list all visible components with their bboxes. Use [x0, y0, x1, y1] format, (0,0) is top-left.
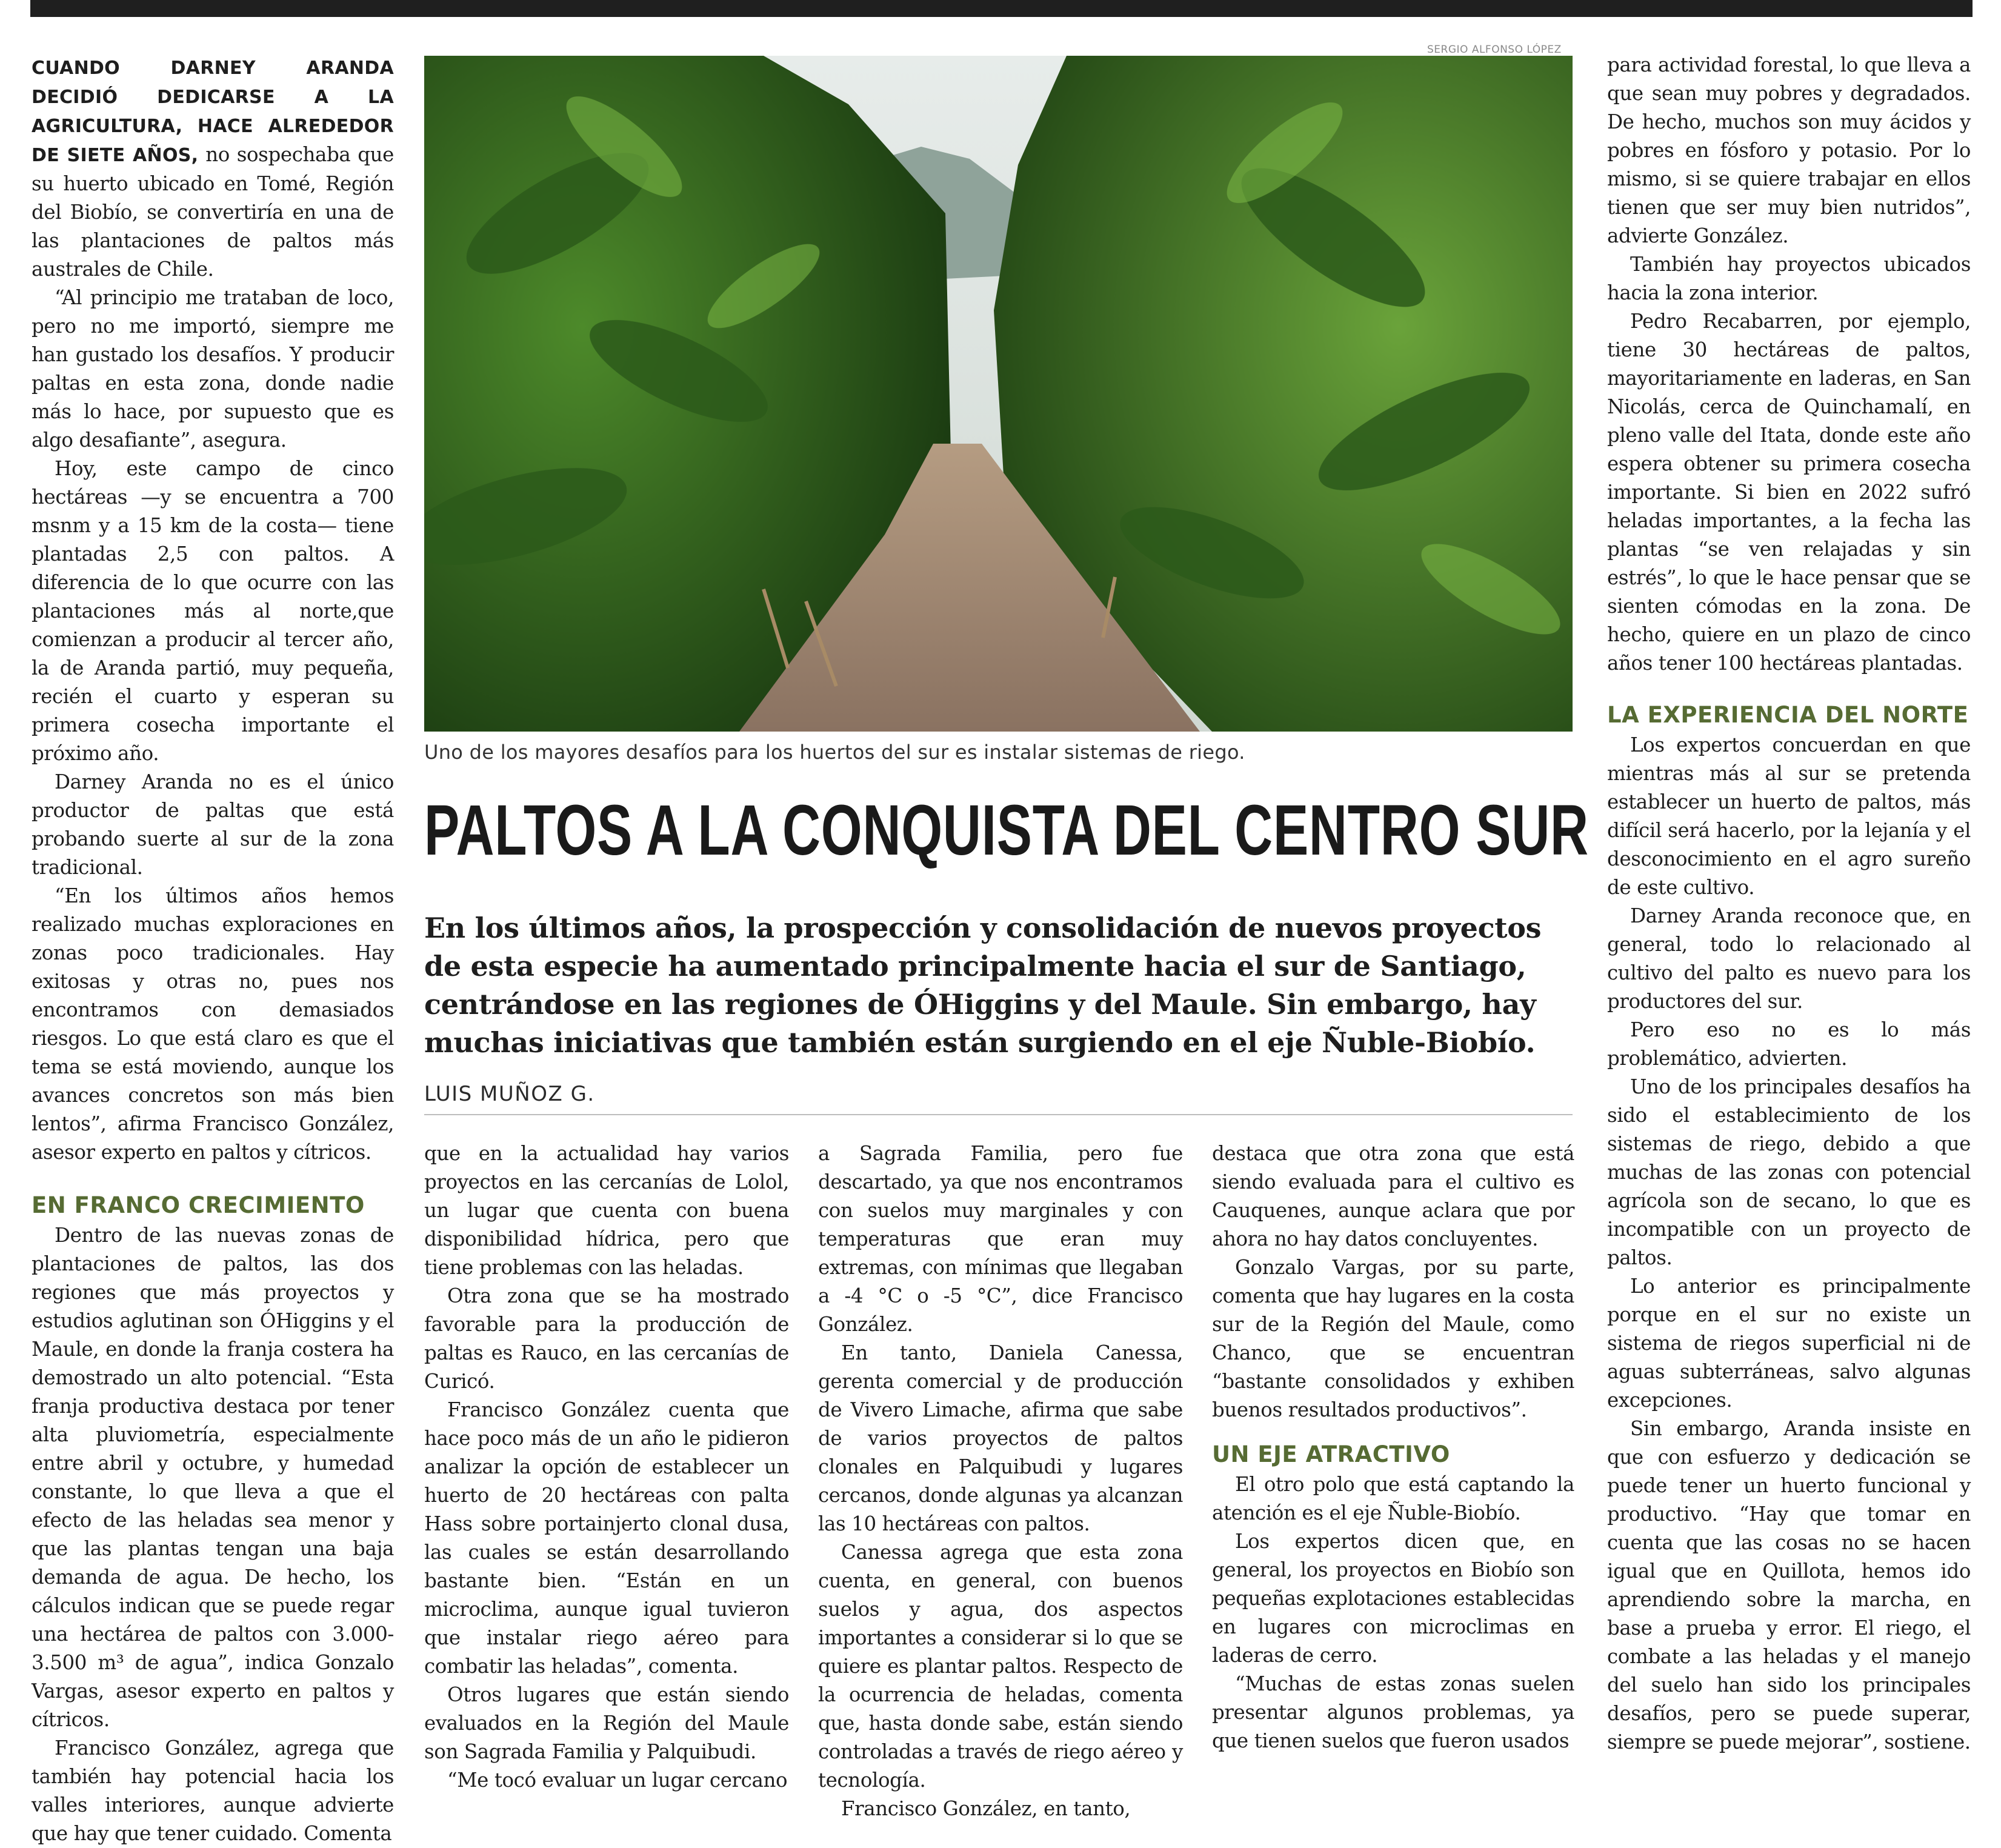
subhead-la-experiencia-del-norte: LA EXPERIENCIA DEL NORTE [1607, 702, 1969, 728]
paragraph: “Me tocó evaluar un lugar cercano [447, 1769, 788, 1792]
paragraph: En tanto, Daniela Canessa, gerenta comercial y de producción de Vivero Limache, afirma que sabe de varios proyectos de paltos clonales en Palquibudi y lugares cercanos, donde algunas ya alcanzan las 10 hectáreas con paltos. [818, 1341, 1183, 1535]
orchard-photo [424, 56, 1573, 732]
column-1 [32, 53, 394, 1848]
paragraph: “Al principio me trataban de loco, pero no me importó, siempre me han gustado los desafíos. Y producir paltas en esta zona, donde nadie más lo hace, por supuesto que es algo desafiante”, asegura. [32, 286, 394, 452]
paragraph: Lo anterior es principalmente porque en el sur no existe un sistema de riegos superficial ni de aguas subterráneas, salvo algunas excepciones. [1607, 1275, 1971, 1412]
paragraph: destaca que otra zona que está siendo evaluada para el cultivo es Cauquenes, aunque aclara que por ahora no hay datos concluyentes. [1212, 1142, 1574, 1250]
column-2 [424, 1139, 789, 1795]
photo-credit: SERGIO ALFONSO LÓPEZ [1427, 44, 1562, 56]
byline: LUIS MUÑOZ G. [424, 1082, 595, 1106]
paragraph: Otros lugares que están siendo evaluados en la Región del Maule son Sagrada Familia y Palquibudi. [424, 1683, 789, 1763]
paragraph: “Muchas de estas zonas suelen presentar algunos problemas, ya que tienen suelos que fueron usados [1212, 1672, 1574, 1752]
paragraph: Dentro de las nuevas zonas de plantaciones de paltos, las dos regiones que más proyectos y estudios aglutinan son ÓHiggins y el Maule, en donde la franja costera ha demostrado un alto potencial. “Esta franja productiva destaca por tener alta pluviometría, especialmente entre abril y octubre, y humedad constante, lo que lleva a que el efecto de las heladas sea menor y que las plantas tengan una baja demanda de agua. De hecho, los cálculos indican que se puede regar una hectárea de paltos con 3.000-3.500 m³ de agua”, indica Gonzalo Vargas, asesor experto en paltos y cítricos. [32, 1224, 394, 1731]
paragraph: Hoy, este campo de cinco hectáreas —y se encuentra a 700 msnm y a 15 km de la costa— tiene plantadas 2,5 con paltos. A diferencia de lo que ocurre con las plantaciones más al norte,que comienzan a producir al tercer año, la de Aranda partió, muy pequeña, recién el cuarto y esperan su primera cosecha importante el próximo año. [32, 457, 394, 765]
paragraph: “En los últimos años hemos realizado muchas exploraciones en zonas poco tradicionales. Hay exitosas y otras no, pues nos encontramos con demasiados riesgos. Lo que está claro es que el tema se está moviendo, aunque los avances concretos son más bien lentos”, afirma Francisco González, asesor experto en paltos y cítricos. [32, 884, 394, 1164]
paragraph: a Sagrada Familia, pero fue descartado, ya que nos encontramos con suelos muy marginales y con temperaturas que eran muy extremas, con mínimas que llegaban a -4 °C o -5 °C”, dice Francisco González. [818, 1142, 1183, 1336]
photo-caption: Uno de los mayores desafíos para los huertos del sur es instalar sistemas de riego. [424, 741, 1245, 764]
subhead-un-eje-atractivo: UN EJE ATRACTIVO [1212, 1441, 1450, 1467]
paragraph: Francisco González, agrega que también hay potencial hacia los valles interiores, aunque advierte que hay que tener cuidado. Comenta [32, 1736, 394, 1845]
paragraph: Francisco González cuenta que hace poco más de un año le pidieron analizar la opción de establecer un huerto de 20 hectáreas con palta Hass sobre portainjerto clonal dusa, las cuales se están desarrollando bastante bien. “Están en un microclima, aunque igual tuvieron que instalar riego aéreo para combatir las heladas”, comenta. [424, 1398, 789, 1678]
paragraph: El otro polo que está captando la atención es el eje Ñuble-Biobío. [1212, 1473, 1574, 1524]
paragraph: Gonzalo Vargas, por su parte, comenta que hay lugares en la costa sur de la Región del Maule, como Chanco, que se encuentran “bastante consolidados y exhiben buenos resultados productivos”. [1212, 1256, 1574, 1421]
top-bar [30, 0, 1973, 17]
paragraph: Francisco González, en tanto, [841, 1797, 1131, 1820]
paragraph: Darney Aranda reconoce que, en general, todo lo relacionado al cultivo del palto es nuevo para los productores del sur. [1607, 904, 1971, 1013]
headline: PALTOS A LA CONQUISTA DEL CENTRO SUR [424, 790, 1589, 870]
paragraph: Pero eso no es lo más problemático, advierten. [1607, 1018, 1971, 1070]
subhead-en-franco-crecimiento: EN FRANCO CRECIMIENTO [32, 1192, 365, 1218]
paragraph: para actividad forestal, lo que lleva a que sean muy pobres y degradados. De hecho, muchos son muy ácidos y pobres en fósforo y potasio. Por lo mismo, si se quiere trabajar en ellos tienen que ser muy bien nutridos”, advierte González. [1607, 53, 1971, 247]
paragraph: Uno de los principales desafíos ha sido el establecimiento de los sistemas de riego, debido a que muchas de las zonas con potencial agrícola son de secano, lo que es incompatible con un proyecto de paltos. [1607, 1075, 1971, 1269]
column-4 [1212, 1139, 1574, 1755]
paragraph: que en la actualidad hay varios proyectos en las cercanías de Lolol, un lugar que cuenta con buena disponibilidad hídrica, pero que tiene problemas con las heladas. [424, 1142, 789, 1279]
paragraph: Los expertos dicen que, en general, los proyectos en Biobío son pequeñas explotaciones establecidas en lugares con microclimas en laderas de cerro. [1212, 1530, 1574, 1667]
paragraph: Otra zona que se ha mostrado favorable para la producción de paltas es Rauco, en las cercanías de Curicó. [424, 1284, 789, 1393]
column-5 [1607, 51, 1971, 1756]
paragraph: Darney Aranda no es el único productor de paltas que está probando suerte al sur de la zona tradicional. [32, 770, 394, 879]
opening-paragraph: CUANDO DARNEY ARANDA DECIDIÓ DEDICARSE A LA AGRICULTURA, HACE ALREDEDOR DE SIETE AÑOS, no sospechaba que su huerto ubicado en Tomé, Región del Biobío, se convertiría en una de las plantaciones de paltos más australes de Chile. [32, 58, 394, 281]
paragraph: Canessa agrega que esta zona cuenta, en general, con buenos suelos y agua, dos aspectos importantes a considerar si lo que se quiere es plantar paltos. Respecto de la ocurrencia de heladas, comenta que, hasta donde sabe, están siendo controladas a través de riego aéreo y tecnología. [818, 1541, 1183, 1792]
column-3 [818, 1139, 1183, 1823]
paragraph: También hay proyectos ubicados hacia la zona interior. [1607, 253, 1971, 304]
lead-in: CUANDO DARNEY ARANDA DECIDIÓ DEDICARSE A LA AGRICULTURA, HACE ALREDEDOR DE SIETE AÑOS, [32, 58, 394, 166]
paragraph: Los expertos concuerdan en que mientras más al sur se pretenda establecer un huerto de paltos, más difícil será hacerlo, por la lejanía y el desconocimiento en el agro sureño de este cultivo. [1607, 733, 1971, 899]
divider [424, 1114, 1573, 1115]
deck: En los últimos años, la prospección y consolidación de nuevos proyectos de esta especie ha aumentado principalmente hacia el sur de Santiago, centrándose en las regiones de ÓHiggins y del Maule. Sin embargo, hay muchas iniciativas que también están surgiendo en el eje Ñuble-Biobío. [424, 912, 1542, 1059]
paragraph: Sin embargo, Aranda insiste en que con esfuerzo y dedicación se puede tener un huerto funcional y productivo. “Hay que tomar en cuenta que las cosas no se hacen igual que en Quillota, hemos ido aprendiendo sobre la marcha, en base a prueba y error. El riego, el combate a las heladas y el manejo del suelo han sido los principales desafíos, pero se puede superar, siempre se puede mejorar”, sostiene. [1607, 1417, 1971, 1753]
paragraph: Pedro Recabarren, por ejemplo, tiene 30 hectáreas de paltos, mayoritariamente en laderas, en San Nicolás, cerca de Quinchamalí, en pleno valle del Itata, donde este año espera obtener su primera cosecha importante. Si bien en 2022 sufró heladas importantes, a la fecha las plantas “se ven relajadas y sin estrés”, lo que le hace pensar que se sienten cómodas en la zona. De hecho, quiere en un plazo de cinco años tener 100 hectáreas plantadas. [1607, 310, 1971, 675]
